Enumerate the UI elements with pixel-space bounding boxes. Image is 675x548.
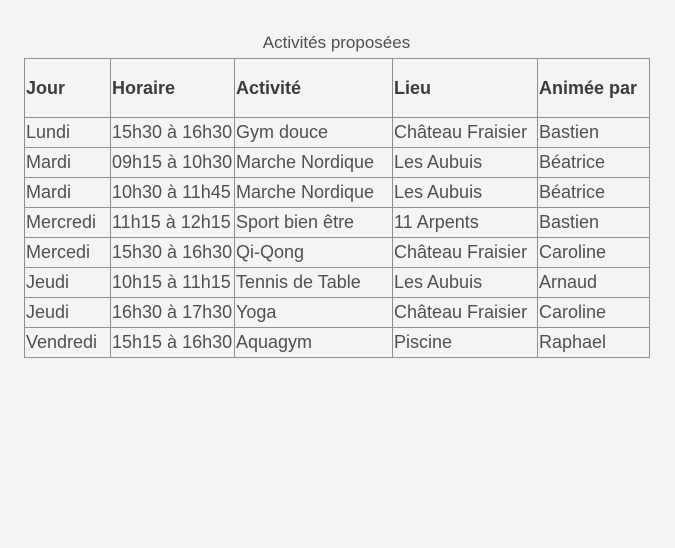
cell-jour: Mercredi <box>25 208 111 238</box>
cell-jour: Vendredi <box>25 328 111 358</box>
cell-animateur: Raphael <box>538 328 650 358</box>
cell-lieu: Les Aubuis <box>393 268 538 298</box>
table-header-row <box>25 59 650 118</box>
cell-lieu: Château Fraisier <box>393 298 538 328</box>
cell-activite: Aquagym <box>235 328 393 358</box>
cell-activite: Sport bien être <box>235 208 393 238</box>
header-lieu: Lieu <box>393 59 538 118</box>
table-row <box>25 238 650 268</box>
cell-horaire: 15h30 à 16h30 <box>111 118 235 148</box>
cell-activite: Marche Nordique <box>235 148 393 178</box>
cell-activite: Tennis de Table <box>235 268 393 298</box>
cell-lieu: Les Aubuis <box>393 178 538 208</box>
cell-animateur: Bastien <box>538 118 650 148</box>
table-row <box>25 148 650 178</box>
header-jour: Jour <box>25 59 111 118</box>
table-row <box>25 178 650 208</box>
cell-horaire: 09h15 à 10h30 <box>111 148 235 178</box>
table-row <box>25 118 650 148</box>
cell-horaire: 15h30 à 16h30 <box>111 238 235 268</box>
cell-horaire: 15h15 à 16h30 <box>111 328 235 358</box>
cell-activite: Yoga <box>235 298 393 328</box>
cell-activite: Qi-Qong <box>235 238 393 268</box>
header-activite: Activité <box>235 59 393 118</box>
cell-horaire: 11h15 à 12h15 <box>111 208 235 238</box>
cell-activite: Marche Nordique <box>235 178 393 208</box>
table-row <box>25 268 650 298</box>
cell-animateur: Caroline <box>538 238 650 268</box>
table-row <box>25 298 650 328</box>
cell-jour: Mercedi <box>25 238 111 268</box>
header-animee-par: Animée par <box>538 59 650 118</box>
cell-lieu: Château Fraisier <box>393 238 538 268</box>
cell-animateur: Caroline <box>538 298 650 328</box>
cell-lieu: 11 Arpents <box>393 208 538 238</box>
table-row <box>25 328 650 358</box>
cell-lieu: Les Aubuis <box>393 148 538 178</box>
activities-table-container <box>24 30 649 358</box>
cell-jour: Lundi <box>25 118 111 148</box>
cell-horaire: 10h15 à 11h15 <box>111 268 235 298</box>
cell-jour: Jeudi <box>25 298 111 328</box>
header-horaire: Horaire <box>111 59 235 118</box>
cell-animateur: Bastien <box>538 208 650 238</box>
table-caption: Activités proposées <box>262 33 411 52</box>
cell-lieu: Piscine <box>393 328 538 358</box>
cell-animateur: Arnaud <box>538 268 650 298</box>
cell-jour: Mardi <box>25 148 111 178</box>
table-row <box>25 208 650 238</box>
cell-animateur: Béatrice <box>538 148 650 178</box>
cell-horaire: 10h30 à 11h45 <box>111 178 235 208</box>
cell-jour: Mardi <box>25 178 111 208</box>
activities-table <box>24 58 650 358</box>
cell-animateur: Béatrice <box>538 178 650 208</box>
cell-jour: Jeudi <box>25 268 111 298</box>
cell-lieu: Château Fraisier <box>393 118 538 148</box>
cell-horaire: 16h30 à 17h30 <box>111 298 235 328</box>
cell-activite: Gym douce <box>235 118 393 148</box>
